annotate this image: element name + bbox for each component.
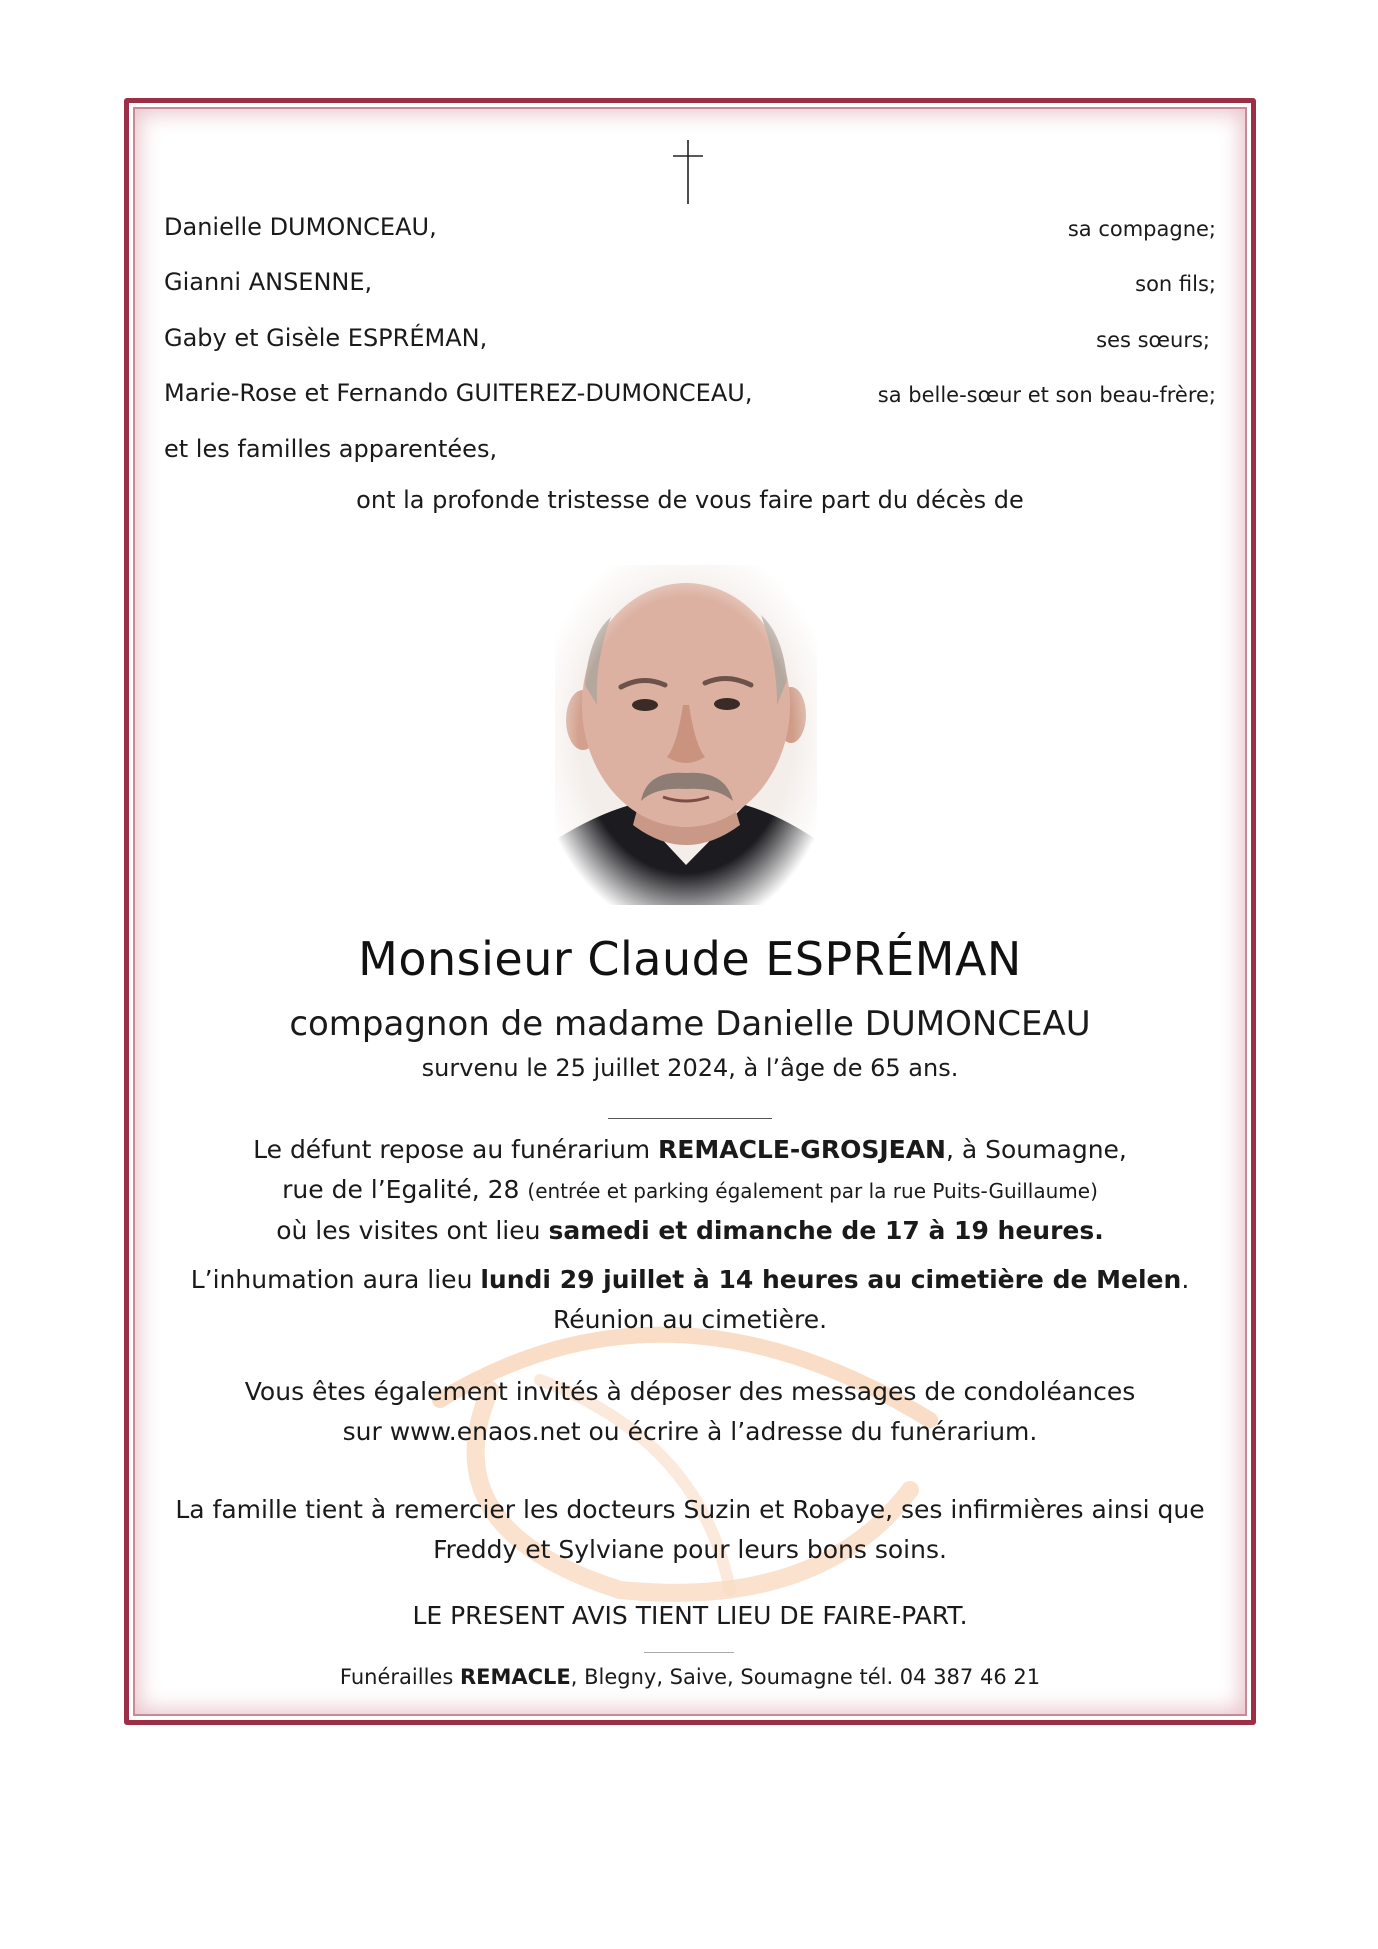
text: .: [1181, 1265, 1190, 1294]
footer-divider: [644, 1652, 734, 1653]
burial-line-2: Réunion au cimetière.: [552, 1305, 828, 1334]
intro-text: ont la profonde tristesse de vous faire part du décès de: [356, 486, 1024, 514]
death-date-line: survenu le 25 juillet 2024, à l’âge de 65 ans.: [421, 1054, 959, 1082]
text: où les visites ont lieu: [276, 1216, 549, 1245]
family-relation: sa belle-sœur et son beau-frère;: [877, 383, 1216, 407]
family-row: [164, 210, 1216, 244]
viewing-line-1: [124, 1130, 1256, 1170]
family-name: Gianni ANSENNE,: [164, 268, 373, 296]
text: Funérailles: [339, 1665, 460, 1689]
viewing-line-2: [124, 1170, 1256, 1211]
family-name: Marie-Rose et Fernando GUITEREZ-DUMONCEAU,: [164, 379, 753, 407]
family-row: [164, 265, 1216, 299]
cross-icon: [670, 138, 706, 206]
family-row: [164, 321, 1216, 355]
family-name: Gaby et Gisèle ESPRÉMAN,: [164, 324, 488, 352]
family-name: et les familles apparentées,: [164, 435, 498, 463]
burial-paragraph: [124, 1260, 1256, 1340]
thanks-line-2: Freddy et Sylviane pour leurs bons soins.: [433, 1535, 947, 1564]
funeral-home-name: REMACLE-GROSJEAN: [658, 1135, 946, 1164]
text: Le défunt repose au funérarium: [253, 1135, 659, 1164]
family-name: Danielle DUMONCEAU,: [164, 213, 437, 241]
footer: [124, 1660, 1256, 1694]
viewing-paragraph: [124, 1130, 1256, 1251]
viewing-line-3: [124, 1211, 1256, 1251]
text: L’inhumation aura lieu: [190, 1265, 481, 1294]
notice-text: LE PRESENT AVIS TIENT LIEU DE FAIRE-PART.: [412, 1601, 968, 1630]
funeral-company: REMACLE: [459, 1665, 571, 1689]
condolences-line-2: sur www.enaos.net ou écrire à l’adresse du funérarium.: [342, 1417, 1038, 1446]
deceased-name: Monsieur Claude ESPRÉMAN: [358, 932, 1022, 986]
family-row: [164, 376, 1216, 410]
burial-line-1: [124, 1260, 1256, 1300]
parking-note: (entrée et parking également par la rue Puits-Guillaume): [527, 1179, 1098, 1203]
condolences-line-1: Vous êtes également invités à déposer des messages de condoléances: [244, 1377, 1136, 1406]
companion-line: compagnon de madame Danielle DUMONCEAU: [289, 1004, 1091, 1044]
divider: [608, 1118, 772, 1119]
address: rue de l’Egalité, 28: [282, 1175, 528, 1204]
thanks-line-1: La famille tient à remercier les docteurs Suzin et Robaye, ses infirmières ainsi que: [175, 1495, 1205, 1524]
thanks-paragraph: [124, 1490, 1256, 1570]
text: , à Soumagne,: [945, 1135, 1127, 1164]
burial-details: lundi 29 juillet à 14 heures au cimetière de Melen: [480, 1265, 1182, 1294]
condolences-paragraph: [124, 1372, 1256, 1452]
visiting-hours: samedi et dimanche de 17 à 19 heures.: [548, 1216, 1104, 1245]
deceased-photo: [555, 565, 817, 905]
family-relation: son fils;: [1135, 272, 1216, 296]
family-relation: sa compagne;: [1067, 217, 1216, 241]
contact-info: , Blegny, Saive, Soumagne tél. 04 387 46 21: [570, 1665, 1041, 1689]
family-relation: ses sœurs;: [1096, 328, 1210, 352]
family-row: [164, 432, 1216, 466]
